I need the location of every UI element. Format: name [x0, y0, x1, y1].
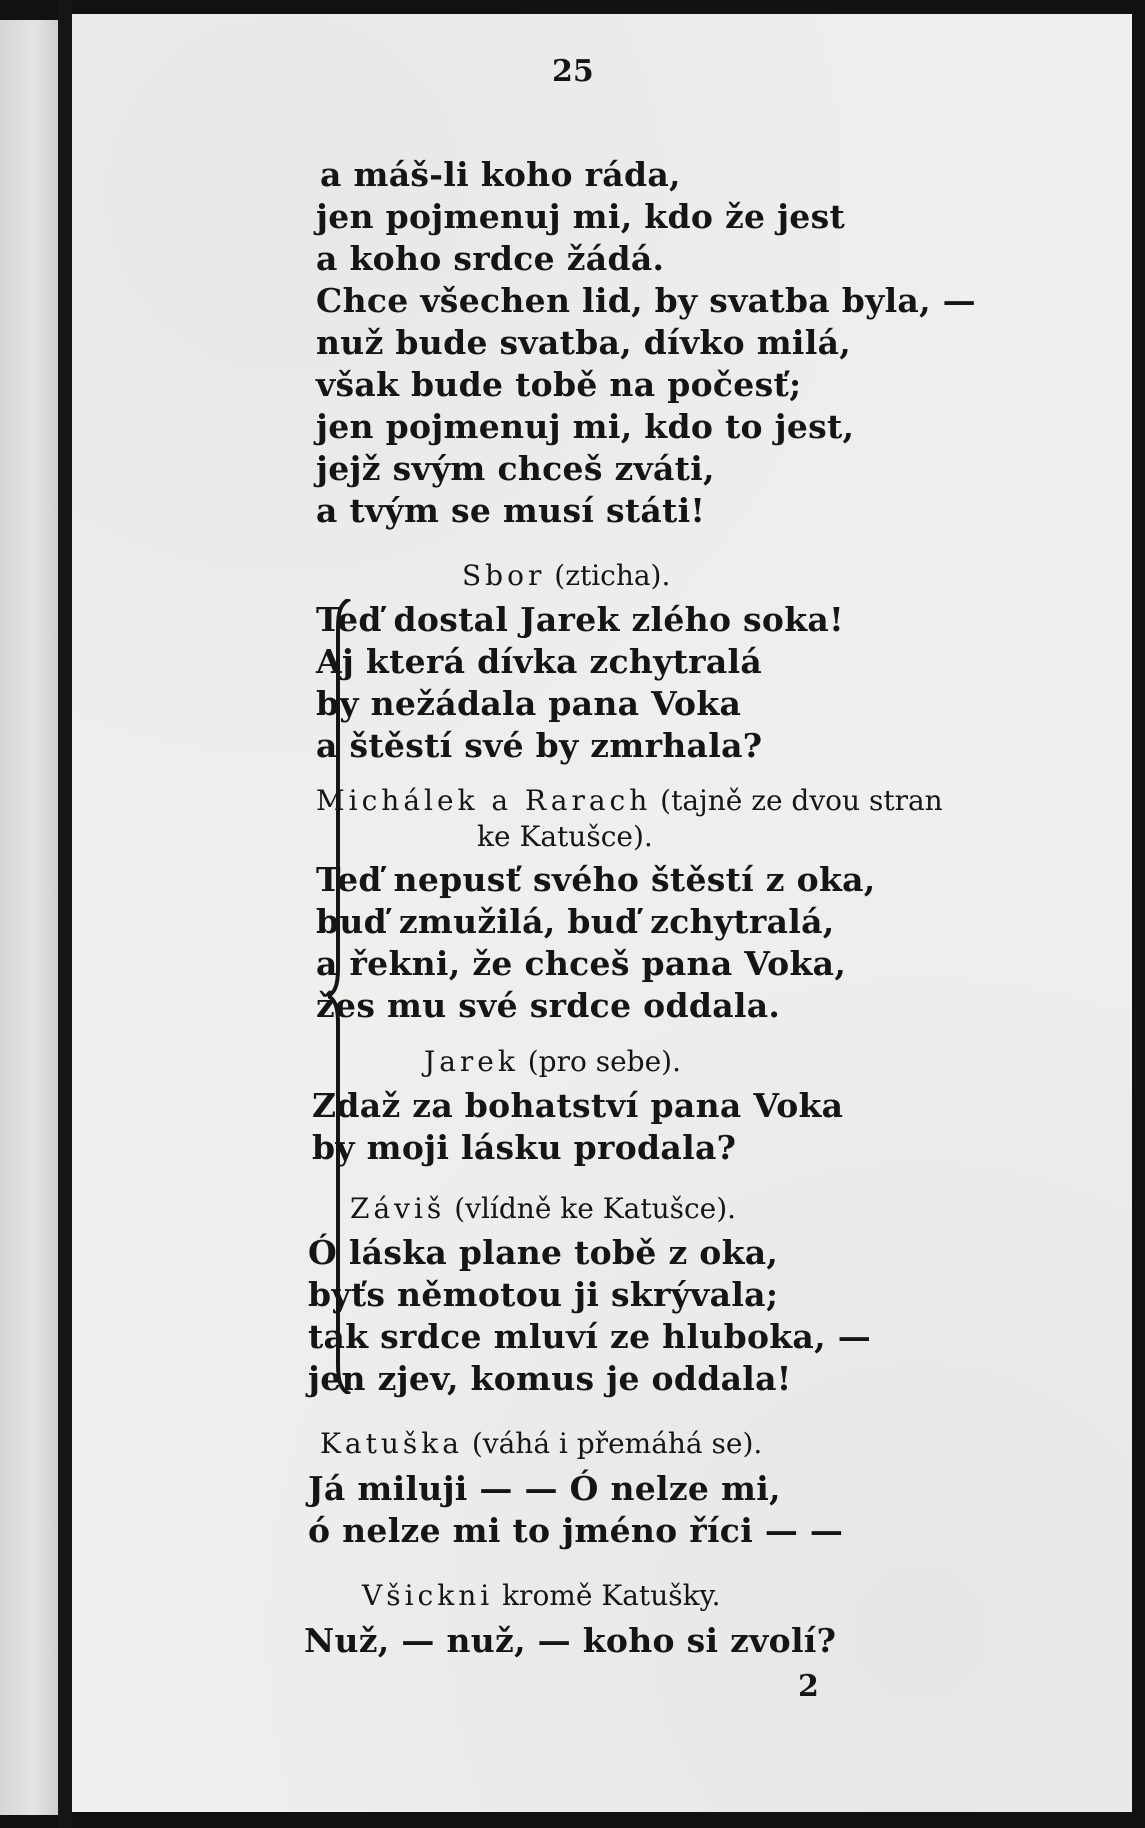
verse-line: a štěstí své by zmrhala? [316, 726, 763, 765]
stage-direction: kromě Katušky. [502, 1579, 721, 1612]
verse-line: a koho srdce žádá. [316, 239, 665, 278]
book-page [72, 14, 1132, 1812]
verse-line: tak srdce mluví ze hluboka, — [308, 1317, 871, 1356]
facing-page-edge [0, 20, 58, 1815]
speaker-line [350, 1192, 736, 1225]
speaker-name: Michálek a Rarach [316, 784, 652, 817]
verse-line: buď zmužilá, buď zchytralá, [316, 902, 835, 941]
speaker-name: Sbor [462, 559, 546, 592]
stage-direction: (zticha). [554, 559, 671, 592]
verse-line: žes mu své srdce oddala. [316, 986, 781, 1025]
speaker-line [462, 559, 670, 592]
stage-direction: (pro sebe). [527, 1045, 681, 1078]
verse-line: Ó láska plane tobě z oka, [308, 1233, 779, 1272]
verse-line: jejž svým chceš zváti, [316, 449, 715, 488]
speaker-line [320, 1427, 762, 1460]
verse-line: nuž bude svatba, dívko milá, [316, 323, 852, 362]
speaker-name: Záviš [350, 1192, 446, 1225]
book-gutter [58, 0, 72, 1828]
stage-direction: ke Katušce). [477, 820, 653, 853]
speaker-line [316, 784, 943, 817]
signature-mark: 2 [798, 1669, 819, 1704]
verse-line: jen pojmenuj mi, kdo to jest, [316, 407, 855, 446]
verse-line: Zdaž za bohatství pana Voka [312, 1086, 844, 1125]
verse-line: Chce všechen lid, by svatba byla, — [316, 281, 976, 320]
verse-line: Aj která dívka zchytralá [316, 642, 763, 681]
verse-line: Já miluji — — Ó nelze mi, [308, 1469, 781, 1508]
speaker-line [424, 1045, 681, 1078]
verse-line: Nuž, — nuž, — koho si zvolí? [304, 1621, 837, 1660]
verse-line: ó nelze mi to jméno říci — — [308, 1511, 844, 1550]
verse-line: a tvým se musí státi! [316, 491, 706, 530]
page-number: 25 [552, 54, 594, 89]
verse-line: byťs němotou ji skrývala; [308, 1275, 779, 1314]
verse-line: a máš-li koho ráda, [320, 155, 681, 194]
speaker-name: Jarek [424, 1045, 519, 1078]
verse-line: jen pojmenuj mi, kdo že jest [316, 197, 846, 236]
verse-line: však bude tobě na počesť; [316, 365, 802, 404]
verse-line: a řekni, že chceš pana Voka, [316, 944, 847, 983]
stage-direction: (vlídně ke Katušce). [454, 1192, 737, 1225]
verse-line: by nežádala pana Voka [316, 684, 742, 723]
verse-line: jen zjev, komus je oddala! [308, 1359, 792, 1398]
stage-direction: (tajně ze dvou stran [660, 784, 943, 817]
speaker-name: Katuška [320, 1427, 463, 1460]
speaker-name: Všickni [362, 1579, 494, 1612]
verse-line: Teď nepusť svého štěstí z oka, [316, 860, 876, 899]
verse-line: by moji lásku prodala? [312, 1128, 737, 1167]
speaker-line [362, 1579, 721, 1612]
stage-direction: (váhá i přemáhá se). [471, 1427, 763, 1460]
verse-line: Teď dostal Jarek zlého soka! [316, 600, 844, 639]
